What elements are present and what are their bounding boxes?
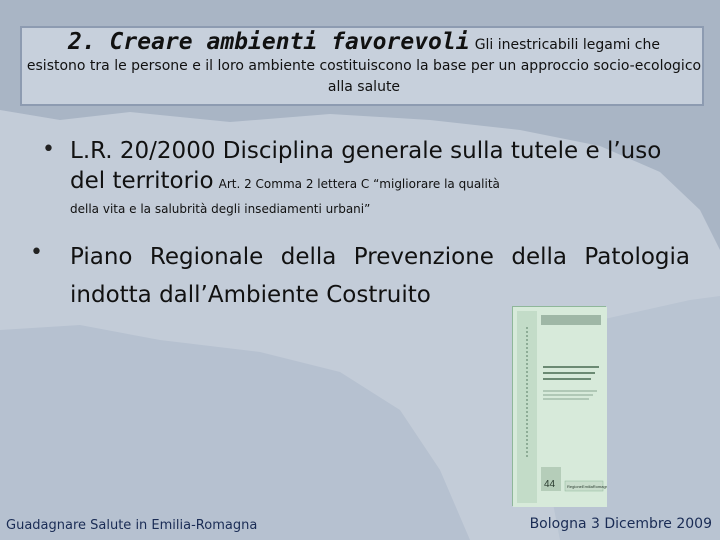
cover-issue-number: 44 [544,479,556,490]
bullet-1-sub-text: della vita e la salubrità degli insediamenti urbani” [70,202,371,216]
bullet-marker-2: • [30,240,43,265]
title-main: 2. Creare ambienti favorevoli [68,29,470,55]
bullet-marker-1: • [42,137,55,162]
title-rest: esistono tra le persone e il loro ambiente costituiscono la base per un approccio socio-ecologico alla salute [26,58,702,95]
title-line-1 [24,29,704,56]
title-tail: Gli inestricabili legami che [474,37,660,53]
bullet-item-1 [70,136,700,216]
bullet-item-2: Piano Regionale della Prevenzione della Patologia indotta dall’Ambiente Costruito [70,244,690,308]
cover-brand-logo: RegioneEmiliaRomagna [567,484,607,489]
footer-left-text: Guadagnare Salute in Emilia-Romagna [6,518,258,533]
document-cover-graphic [513,307,607,507]
document-cover-image [512,306,606,506]
bullet-1-main-text: L.R. 20/2000 Disciplina generale sulla tutele e l’uso del territorio [70,138,662,194]
bullet-1-small-text: Art. 2 Comma 2 lettera C “migliorare la qualità [218,177,500,191]
slide-title [24,29,704,98]
footer-right-text: Bologna 3 Dicembre 2009 [529,516,712,532]
